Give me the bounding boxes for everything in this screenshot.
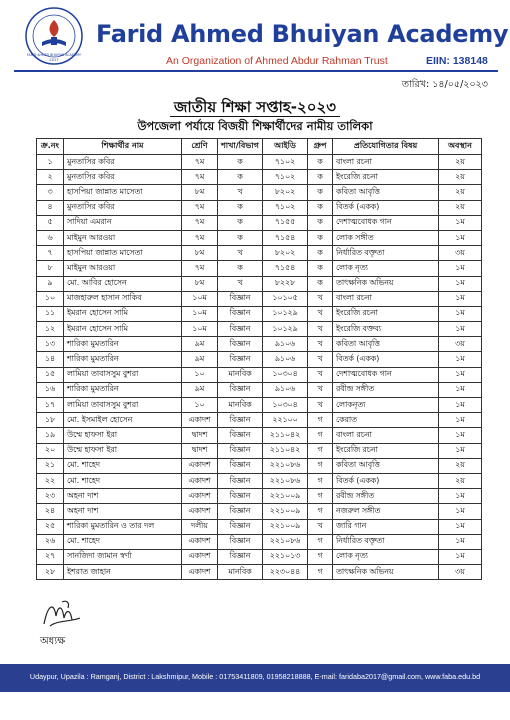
- cell-col-class: ৭ম: [182, 261, 218, 276]
- cell-col-subject: বিতর্ক (একক): [333, 200, 439, 215]
- cell-col-subject: লোক সঙ্গীত: [333, 230, 439, 245]
- cell-col-serial: ২৭: [37, 549, 64, 564]
- winners-table: [36, 138, 482, 580]
- table-row: [37, 185, 482, 200]
- cell-col-name: শারিকা মুমতারিন ও তার দল: [64, 519, 182, 534]
- cell-col-class: ১০ম: [182, 322, 218, 337]
- cell-col-group: গ: [308, 549, 333, 564]
- cell-col-id: ২২১০৮৬: [263, 458, 308, 473]
- cell-col-subject: ইংরেজি রচনা: [333, 443, 439, 458]
- cell-col-class: একাদশ: [182, 534, 218, 549]
- cell-col-section: খ: [218, 185, 263, 200]
- cell-col-group: গ: [308, 504, 333, 519]
- cell-col-name: উম্মে হাফসা ইরা: [64, 428, 182, 443]
- cell-col-class: ৯ম: [182, 337, 218, 352]
- cell-col-class: একাদশ: [182, 473, 218, 488]
- cell-col-group: খ: [308, 382, 333, 397]
- header-col-section: শাখা/বিভাগ: [218, 139, 263, 155]
- cell-col-subject: বাংলা রচনা: [333, 428, 439, 443]
- cell-col-position: ২য়: [439, 170, 482, 185]
- cell-col-class: ৮ম: [182, 276, 218, 291]
- cell-col-group: ক: [308, 246, 333, 261]
- cell-col-section: বিজ্ঞান: [218, 519, 263, 534]
- cell-col-position: ১ম: [439, 489, 482, 504]
- signature-label: অধ্যক্ষ: [40, 636, 66, 647]
- cell-col-subject: লোকনৃত্য: [333, 398, 439, 413]
- cell-col-section: বিজ্ঞান: [218, 352, 263, 367]
- cell-col-id: ২২৩০৪৪: [263, 565, 308, 580]
- cell-col-section: ক: [218, 230, 263, 245]
- table-row: [37, 276, 482, 291]
- cell-col-id: ১০১০৫: [263, 291, 308, 306]
- eiin-number: EIIN: 138148: [426, 55, 488, 67]
- cell-col-subject: রবীন্দ্র সঙ্গীত: [333, 489, 439, 504]
- cell-col-id: ৯১০৬: [263, 337, 308, 352]
- cell-col-position: ১ম: [439, 534, 482, 549]
- cell-col-position: ১ম: [439, 215, 482, 230]
- cell-col-position: ২য়: [439, 458, 482, 473]
- cell-col-serial: ৮: [37, 261, 64, 276]
- cell-col-section: খ: [218, 246, 263, 261]
- cell-col-serial: ২২: [37, 473, 64, 488]
- cell-col-section: বিজ্ঞান: [218, 458, 263, 473]
- cell-col-section: খ: [218, 276, 263, 291]
- table-row: [37, 565, 482, 580]
- cell-col-subject: দেশাত্মবোধক গান: [333, 215, 439, 230]
- cell-col-section: ক: [218, 200, 263, 215]
- cell-col-position: ১ম: [439, 504, 482, 519]
- cell-col-id: ২২১০০: [263, 413, 308, 428]
- cell-col-class: ১০: [182, 367, 218, 382]
- header-col-id: আইডি: [263, 139, 308, 155]
- cell-col-position: ১ম: [439, 549, 482, 564]
- table-body: [37, 155, 482, 580]
- cell-col-section: বিজ্ঞান: [218, 534, 263, 549]
- cell-col-serial: ২৪: [37, 504, 64, 519]
- cell-col-id: ৭১০২: [263, 155, 308, 170]
- logo-year: 2017: [49, 58, 59, 62]
- cell-col-section: ক: [218, 215, 263, 230]
- cell-col-id: ১০১২৯: [263, 322, 308, 337]
- cell-col-name: মুনতাসির কবির: [64, 155, 182, 170]
- table-row: [37, 367, 482, 382]
- cell-col-name: লামিয়া তাবাসসুম বুশরা: [64, 398, 182, 413]
- cell-col-class: দলীয়: [182, 519, 218, 534]
- cell-col-position: ১ম: [439, 352, 482, 367]
- cell-col-serial: ১০: [37, 291, 64, 306]
- cell-col-serial: ১১: [37, 306, 64, 321]
- cell-col-position: ৩য়: [439, 565, 482, 580]
- table-row: [37, 215, 482, 230]
- cell-col-name: হাসপিয়া জান্নাত মাসেতা: [64, 185, 182, 200]
- cell-col-subject: বিতর্ক (একক): [333, 352, 439, 367]
- cell-col-position: ৩য়: [439, 246, 482, 261]
- cell-col-position: ১ম: [439, 367, 482, 382]
- cell-col-class: ৭ম: [182, 200, 218, 215]
- cell-col-position: ২য়: [439, 200, 482, 215]
- cell-col-id: ৮২২৮: [263, 276, 308, 291]
- cell-col-subject: কবিতা আবৃত্তি: [333, 337, 439, 352]
- table-row: [37, 230, 482, 245]
- cell-col-class: ৭ম: [182, 170, 218, 185]
- cell-col-subject: লোক নৃত্য: [333, 549, 439, 564]
- cell-col-subject: ইংরেজি রচনা: [333, 170, 439, 185]
- cell-col-section: বিজ্ঞান: [218, 306, 263, 321]
- cell-col-subject: বাংলা রচনা: [333, 155, 439, 170]
- cell-col-section: বিজ্ঞান: [218, 489, 263, 504]
- cell-col-subject: কেরাত: [333, 413, 439, 428]
- cell-col-subject: নির্ধারিত বক্তৃতা: [333, 246, 439, 261]
- cell-col-class: ৯ম: [182, 382, 218, 397]
- bottom-margin: [0, 692, 510, 720]
- cell-col-subject: নির্ধারিত বক্তৃতা: [333, 534, 439, 549]
- cell-col-serial: ২: [37, 170, 64, 185]
- cell-col-id: ১০৩০৪: [263, 398, 308, 413]
- cell-col-section: মানবিক: [218, 398, 263, 413]
- academy-logo: [24, 6, 84, 66]
- cell-col-name: সানজিদা জামান স্বর্ণা: [64, 549, 182, 564]
- cell-col-class: ৭ম: [182, 215, 218, 230]
- cell-col-serial: ১৪: [37, 352, 64, 367]
- cell-col-name: মো. ইসমাইল হোসেন: [64, 413, 182, 428]
- cell-col-subject: কবিতা আবৃত্তি: [333, 458, 439, 473]
- cell-col-serial: ২৬: [37, 534, 64, 549]
- document-date: তারিখ: ১৪/০৫/২০২৩: [401, 79, 488, 90]
- org-name: Farid Ahmed Bhuiyan Academy: [96, 20, 509, 48]
- cell-col-class: একাদশ: [182, 489, 218, 504]
- cell-col-name: মাজহারুল হাসান সাকিব: [64, 291, 182, 306]
- cell-col-class: দ্বাদশ: [182, 443, 218, 458]
- cell-col-serial: ১৫: [37, 367, 64, 382]
- cell-col-id: ৯১০৬: [263, 352, 308, 367]
- table-row: [37, 337, 482, 352]
- table-row: [37, 352, 482, 367]
- cell-col-serial: ১৩: [37, 337, 64, 352]
- cell-col-subject: রবীন্দ্র সঙ্গীত: [333, 382, 439, 397]
- cell-col-section: বিজ্ঞান: [218, 549, 263, 564]
- cell-col-name: মুনতাসির কবির: [64, 170, 182, 185]
- table-row: [37, 489, 482, 504]
- cell-col-section: বিজ্ঞান: [218, 337, 263, 352]
- cell-col-id: ৭১৫৪: [263, 230, 308, 245]
- table-row: [37, 428, 482, 443]
- cell-col-section: ক: [218, 261, 263, 276]
- cell-col-name: মো. শাহেদ: [64, 534, 182, 549]
- header-divider: [14, 70, 498, 72]
- cell-col-class: ১০: [182, 398, 218, 413]
- cell-col-class: ১০ম: [182, 306, 218, 321]
- cell-col-group: খ: [308, 398, 333, 413]
- cell-col-group: খ: [308, 291, 333, 306]
- header-col-name: শিক্ষার্থীর নাম: [64, 139, 182, 155]
- cell-col-id: ৭১৫৫: [263, 215, 308, 230]
- cell-col-name: অহনা দাশ: [64, 489, 182, 504]
- cell-col-class: একাদশ: [182, 458, 218, 473]
- cell-col-name: ইমরান হোসেন সামি: [64, 322, 182, 337]
- cell-col-name: মাইমুন আরওয়া: [64, 230, 182, 245]
- cell-col-position: ১ম: [439, 519, 482, 534]
- cell-col-position: ১ম: [439, 413, 482, 428]
- cell-col-id: ২২১০৮৬: [263, 473, 308, 488]
- table-row: [37, 382, 482, 397]
- cell-col-section: বিজ্ঞান: [218, 322, 263, 337]
- table-row: [37, 306, 482, 321]
- cell-col-id: ৭১০২: [263, 170, 308, 185]
- cell-col-id: ২২১০০৯: [263, 504, 308, 519]
- cell-col-serial: ৯: [37, 276, 64, 291]
- cell-col-group: গ: [308, 458, 333, 473]
- cell-col-subject: ইংরেজি রচনা: [333, 306, 439, 321]
- cell-col-name: শারিকা মুমতারিন: [64, 337, 182, 352]
- cell-col-name: মো. শাহেদ: [64, 458, 182, 473]
- table-row: [37, 170, 482, 185]
- cell-col-section: বিজ্ঞান: [218, 413, 263, 428]
- cell-col-group: ক: [308, 276, 333, 291]
- cell-col-group: ক: [308, 155, 333, 170]
- cell-col-name: সাদিয়া এমরান: [64, 215, 182, 230]
- cell-col-group: খ: [308, 322, 333, 337]
- cell-col-serial: ৪: [37, 200, 64, 215]
- cell-col-position: ১ম: [439, 291, 482, 306]
- cell-col-serial: ১: [37, 155, 64, 170]
- cell-col-position: ৩য়: [439, 337, 482, 352]
- cell-col-serial: ১৭: [37, 398, 64, 413]
- cell-col-name: মাইমুন আরওয়া: [64, 261, 182, 276]
- cell-col-group: ক: [308, 170, 333, 185]
- cell-col-class: দ্বাদশ: [182, 428, 218, 443]
- cell-col-position: ১ম: [439, 382, 482, 397]
- cell-col-group: খ: [308, 337, 333, 352]
- header-col-position: অবস্থান: [439, 139, 482, 155]
- cell-col-name: ইমরান হোসেন সামি: [64, 306, 182, 321]
- cell-col-serial: ৩: [37, 185, 64, 200]
- table-row: [37, 413, 482, 428]
- cell-col-section: মানবিক: [218, 367, 263, 382]
- cell-col-section: ক: [218, 155, 263, 170]
- cell-col-serial: ২৮: [37, 565, 64, 580]
- cell-col-class: ১০ম: [182, 291, 218, 306]
- table-row: [37, 458, 482, 473]
- cell-col-position: ১ম: [439, 398, 482, 413]
- cell-col-id: ৭১০২: [263, 200, 308, 215]
- cell-col-id: ৭১৫৪: [263, 261, 308, 276]
- principal-signature: [40, 598, 84, 632]
- table-row: [37, 443, 482, 458]
- header-col-subject: প্রতিযোগিতার বিষয়: [333, 139, 439, 155]
- table-row: [37, 534, 482, 549]
- cell-col-class: ৮ম: [182, 246, 218, 261]
- cell-col-subject: দেশাত্মবোধক গান: [333, 367, 439, 382]
- cell-col-group: খ: [308, 367, 333, 382]
- cell-col-id: ২২১০৮৬: [263, 534, 308, 549]
- cell-col-subject: তাৎক্ষনিক অভিনয়: [333, 565, 439, 580]
- cell-col-name: অহনা দাশ: [64, 504, 182, 519]
- cell-col-position: ২য়: [439, 185, 482, 200]
- cell-col-group: গ: [308, 428, 333, 443]
- cell-col-serial: ৭: [37, 246, 64, 261]
- cell-col-serial: ২৫: [37, 519, 64, 534]
- cell-col-class: ৭ম: [182, 155, 218, 170]
- cell-col-id: ২১১০৪২: [263, 443, 308, 458]
- cell-col-id: ১০১২৯: [263, 306, 308, 321]
- cell-col-name: মো. আবির হোসেন: [64, 276, 182, 291]
- table-row: [37, 398, 482, 413]
- cell-col-subject: তাৎক্ষনিক অভিনয়: [333, 276, 439, 291]
- cell-col-serial: ১২: [37, 322, 64, 337]
- cell-col-position: ১ম: [439, 443, 482, 458]
- logo-text: FARID AHMED BHUIYAN ACADEMY: [27, 53, 81, 57]
- cell-col-class: একাদশ: [182, 413, 218, 428]
- cell-col-id: ২১১০৪২: [263, 428, 308, 443]
- cell-col-position: ২য়: [439, 155, 482, 170]
- cell-col-group: গ: [308, 473, 333, 488]
- cell-col-class: ৯ম: [182, 352, 218, 367]
- cell-col-subject: কবিতা আবৃত্তি: [333, 185, 439, 200]
- cell-col-id: ২২১০১৩: [263, 549, 308, 564]
- cell-col-group: খ: [308, 519, 333, 534]
- cell-col-section: মানবিক: [218, 565, 263, 580]
- cell-col-group: গ: [308, 443, 333, 458]
- cell-col-group: গ: [308, 565, 333, 580]
- cell-col-class: একাদশ: [182, 549, 218, 564]
- cell-col-name: মো. শাহেদ: [64, 473, 182, 488]
- table-row: [37, 261, 482, 276]
- table-row: [37, 549, 482, 564]
- letterhead: [0, 0, 510, 84]
- cell-col-id: ১০৩০৪: [263, 367, 308, 382]
- table-header-row: [37, 139, 482, 155]
- cell-col-subject: ইংরেজি বক্তব্য: [333, 322, 439, 337]
- cell-col-class: একাদশ: [182, 504, 218, 519]
- table-row: [37, 246, 482, 261]
- cell-col-group: ক: [308, 200, 333, 215]
- cell-col-section: বিজ্ঞান: [218, 504, 263, 519]
- cell-col-group: গ: [308, 534, 333, 549]
- table-row: [37, 473, 482, 488]
- cell-col-group: ক: [308, 261, 333, 276]
- cell-col-serial: ১৮: [37, 413, 64, 428]
- cell-col-subject: লোক নৃত্য: [333, 261, 439, 276]
- cell-col-subject: নজরুল সঙ্গীত: [333, 504, 439, 519]
- cell-col-group: ক: [308, 185, 333, 200]
- cell-col-section: বিজ্ঞান: [218, 428, 263, 443]
- cell-col-id: ২২১০০৯: [263, 489, 308, 504]
- cell-col-section: ক: [218, 170, 263, 185]
- header-col-class: শ্রেণি: [182, 139, 218, 155]
- cell-col-serial: ১৬: [37, 382, 64, 397]
- cell-col-group: গ: [308, 413, 333, 428]
- document-title-text: জাতীয় শিক্ষা সপ্তাহ-২০২৩: [170, 98, 340, 117]
- cell-col-section: বিজ্ঞান: [218, 473, 263, 488]
- cell-col-name: শারিকা মুমতারিন: [64, 382, 182, 397]
- footer-contact: Udaypur, Upazila : Ramganj, District : Lakshmipur, Mobile : 01753411809, 01958218888, E-mail: faridaba2017@gmail.com, www.faba.edu.bd: [29, 672, 481, 681]
- cell-col-class: একাদশ: [182, 565, 218, 580]
- cell-col-serial: ২০: [37, 443, 64, 458]
- cell-col-group: খ: [308, 352, 333, 367]
- cell-col-serial: ২১: [37, 458, 64, 473]
- cell-col-id: ৮২০২: [263, 185, 308, 200]
- cell-col-subject: বিতর্ক (একক): [333, 473, 439, 488]
- header-col-serial: ক্র.নং: [37, 139, 64, 155]
- cell-col-id: ২২১০০৯: [263, 519, 308, 534]
- cell-col-id: ৮২০২: [263, 246, 308, 261]
- document-subtitle: উপজেলা পর্যায়ে বিজয়ী শিক্ষার্থীদের নামীয় তালিকা: [137, 119, 373, 133]
- cell-col-group: ক: [308, 230, 333, 245]
- cell-col-position: ১ম: [439, 276, 482, 291]
- cell-col-name: মুনতাসির কবির: [64, 200, 182, 215]
- cell-col-serial: ২৩: [37, 489, 64, 504]
- cell-col-name: শারিকা মুমতারিন: [64, 352, 182, 367]
- cell-col-position: ১ম: [439, 428, 482, 443]
- cell-col-section: বিজ্ঞান: [218, 382, 263, 397]
- cell-col-serial: ৬: [37, 230, 64, 245]
- cell-col-serial: ১৯: [37, 428, 64, 443]
- cell-col-name: উম্মে হাফসা ইরা: [64, 443, 182, 458]
- cell-col-subject: জারি গান: [333, 519, 439, 534]
- table-row: [37, 155, 482, 170]
- cell-col-subject: বাংলা রচনা: [333, 291, 439, 306]
- cell-col-name: ইশরাত জাহান: [64, 565, 182, 580]
- cell-col-position: ১ম: [439, 261, 482, 276]
- cell-col-position: ১ম: [439, 322, 482, 337]
- cell-col-position: ১ম: [439, 230, 482, 245]
- cell-col-class: ৭ম: [182, 230, 218, 245]
- cell-col-name: লামিয়া তাবাসসুম বুশরা: [64, 367, 182, 382]
- table-row: [37, 519, 482, 534]
- cell-col-section: বিজ্ঞান: [218, 443, 263, 458]
- cell-col-section: বিজ্ঞান: [218, 291, 263, 306]
- cell-col-group: গ: [308, 489, 333, 504]
- cell-col-serial: ৫: [37, 215, 64, 230]
- cell-col-name: হাসপিয়া জান্নাত মাসেতা: [64, 246, 182, 261]
- footer-bar: [0, 664, 510, 692]
- table-row: [37, 291, 482, 306]
- cell-col-class: ৮ম: [182, 185, 218, 200]
- cell-col-position: ২য়: [439, 473, 482, 488]
- cell-col-position: ১ম: [439, 306, 482, 321]
- header-col-group: গ্রুপ: [308, 139, 333, 155]
- cell-col-group: ক: [308, 215, 333, 230]
- table-row: [37, 200, 482, 215]
- table-row: [37, 322, 482, 337]
- cell-col-group: খ: [308, 306, 333, 321]
- org-subtitle: An Organization of Ahmed Abdur Rahman Trust: [166, 55, 388, 67]
- table-row: [37, 504, 482, 519]
- cell-col-id: ৯১০৬: [263, 382, 308, 397]
